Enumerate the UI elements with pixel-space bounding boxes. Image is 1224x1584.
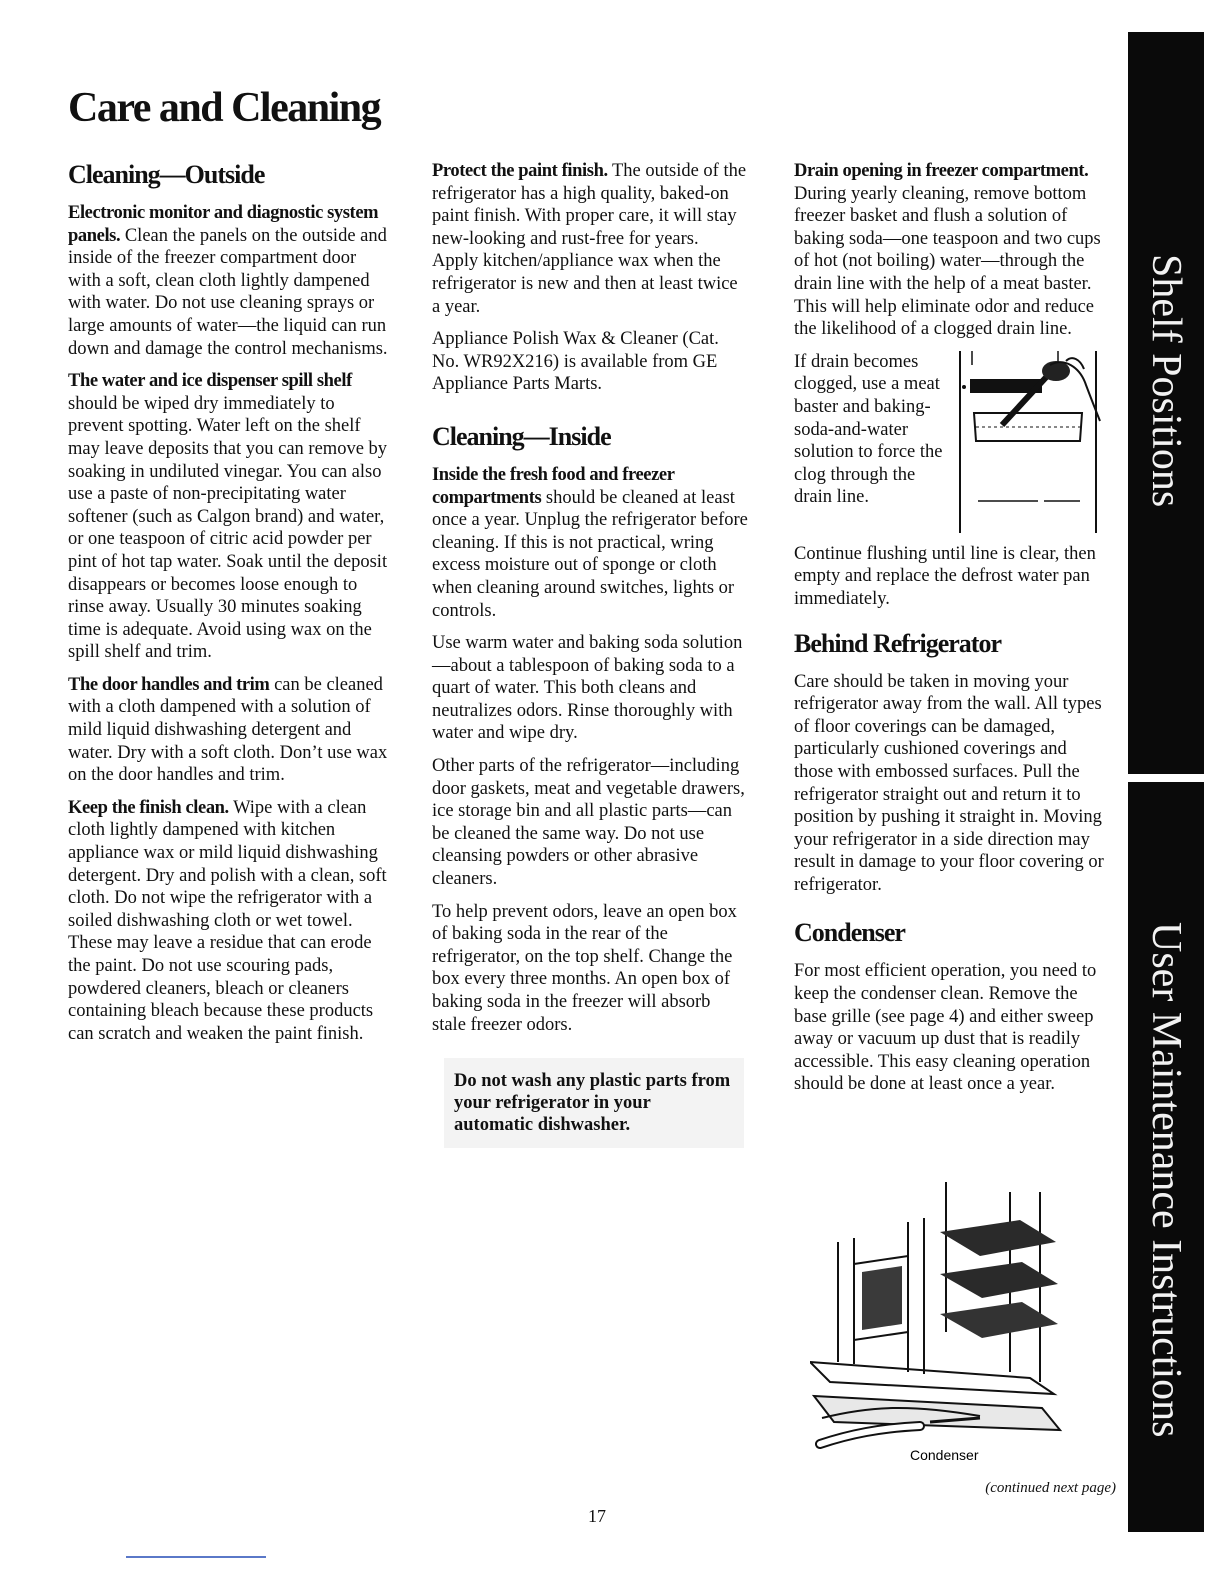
side-tab-shelf-positions-label: Shelf Positions [1143,254,1189,508]
side-tab-user-maintenance [1128,782,1204,1532]
side-tab-user-maintenance-label: User Maintenance Instructions [1143,922,1189,1438]
heading-behind-refrigerator: Behind Refrigerator [794,628,1002,658]
heading-cleaning-inside: Cleaning—Inside [432,421,611,451]
drain-clog-block [794,351,1110,533]
paragraph-drain-opening [794,160,1110,341]
column-cleaning-inside [432,160,748,1148]
text-finish-clean: Wipe with a clean cloth lightly dampened with kitchen appliance wax or mild liquid dishwashing detergent. Dry and polish with a clean, soft cloth. Do not wipe the refrigerator with a soiled dishwashing cloth or wet towel. These may leave a residue that can erode the paint. Do not use scouring pads, powdered cleaners, bleach or cleaners containing bleach because these products can scratch and weaken the paint finish. [68,797,387,1044]
lead-compartments: Inside the fresh food and freezer compartments [432,464,675,508]
lead-paint-finish: Protect the paint finish. [432,161,608,181]
text-spill-shelf: should be wiped dry immediately to prevent spotting. Water left on the shelf may leave deposits that you can remove by soaking in undiluted vinegar. You can also use a paste of non-precipitating water softener (such as Calgon brand) and water, or one teaspoon of citric acid powder per pint of hot tap water. Soak until the deposit disappears or becomes loose enough to rinse away. Usually 30 minutes soaking time is adequate. Avoid using wax on the spill shelf and trim. [68,393,388,663]
lead-door-handles: The door handles and trim [68,674,270,695]
condenser-illustration [810,1182,1070,1470]
paragraph-prevent-odors: To help prevent odors, leave an open box of baking soda in the rear of the refrigerator, on the top shelf. Change the box every three months. An open box of baking soda in the freezer will absorb stale freezer odors. [432,901,737,1035]
paragraph-monitor-panels [68,202,390,360]
lead-drain-opening: Drain opening in freezer compartment. [794,161,1089,181]
page-number: 17 [588,1506,606,1526]
lead-spill-shelf: The water and ice dispenser spill shelf [68,371,352,392]
paragraph-finish-clean [68,797,390,1046]
condenser-label: Condenser [910,1447,979,1463]
paragraph-spill-shelf [68,370,390,664]
footer-rule [126,1556,266,1558]
column-drain-condenser [794,160,1110,1106]
meat-baster-illustration [954,351,1104,533]
heading-cleaning-outside: Cleaning—Outside [68,160,265,189]
paragraph-moving-refrigerator: Care should be taken in moving your refrigerator away from the wall. All types of floor coverings can be damaged, particularly cushioned coverings and those with embossed surfaces. Pull the refrigerator straight out and return it to position by pushing it straight in. Moving your refrigerator in a side direction may result in damage to your floor covering or refrigerator. [794,671,1104,895]
paragraph-polish-wax: Appliance Polish Wax & Cleaner (Cat. No. WR92X216) is available from GE Appliance Parts Marts. [432,329,719,395]
paragraph-door-handles [68,674,390,787]
continued-note: (continued next page) [985,1480,1116,1496]
column-cleaning-outside [68,160,390,1055]
text-compartments: should be cleaned at least once a year. Unplug the refrigerator before cleaning. If this is not practical, wring excess moisture out of sponge or cloth when cleaning around switches, lights or controls. [432,487,748,621]
side-tab-shelf-positions [1128,32,1204,774]
page-title: Care and Cleaning [68,85,381,131]
paragraph-baking-soda: Use warm water and baking soda solution—about a tablespoon of baking soda to a quart of water. This both cleans and neutralizes odors. Rinse thoroughly with water and wipe dry. [432,633,743,744]
heading-condenser: Condenser [794,918,905,948]
dishwasher-warning: Do not wash any plastic parts from your refrigerator in your automatic dishwasher. [444,1058,744,1148]
paragraph-compartments [432,464,748,622]
text-drain-opening: During yearly cleaning, remove bottom freezer basket and flush a solution of baking soda—one teaspoon and two cups of hot (not boiling) water—through the drain line with the help of a meat baster. This will help eliminate odor and reduce the likelihood of a clogged drain line. [794,183,1101,340]
paragraph-drain-clogged: If drain becomes clogged, use a meat baster and baking-soda-and-water solution to force the clog through the drain line. [794,351,943,508]
text-paint-finish: The outside of the refrigerator has a high quality, baked-on paint finish. With proper care, it will stay new-looking and rust-free for years. Apply kitchen/appliance wax when the refrigerator is new and then at least twice a year. [432,161,747,317]
paragraph-paint-finish [432,160,748,318]
text-monitor-panels: Clean the panels on the outside and inside of the freezer compartment door with a soft, clean cloth lightly dampened with water. Do not use cleaning sprays or large amounts of water—the liquid can run down and damage the control mechanisms. [68,225,388,359]
paragraph-condenser: For most efficient operation, you need to keep the condenser clean. Remove the base grille (see page 4) and either sweep away or vacuum up dust that is readily accessible. This easy cleaning operation should be done at least once a year. [794,961,1097,1095]
paragraph-continue-flushing: Continue flushing until line is clear, then empty and replace the defrost water pan immediately. [794,543,1096,609]
lead-finish-clean: Keep the finish clean. [68,797,229,818]
lead-monitor-panels: Electronic monitor and diagnostic system panels. [68,203,379,246]
paragraph-other-parts: Other parts of the refrigerator—including door gaskets, meat and vegetable drawers, ice storage bin and all plastic parts—can be cleaned the same way. Do not use cleansing powders or other abrasive cleaners. [432,756,745,890]
text-door-handles: can be cleaned with a cloth dampened with a solution of mild liquid dishwashing detergent and water. Dry with a soft cloth. Don’t use wax on the door handles and trim. [68,674,388,786]
